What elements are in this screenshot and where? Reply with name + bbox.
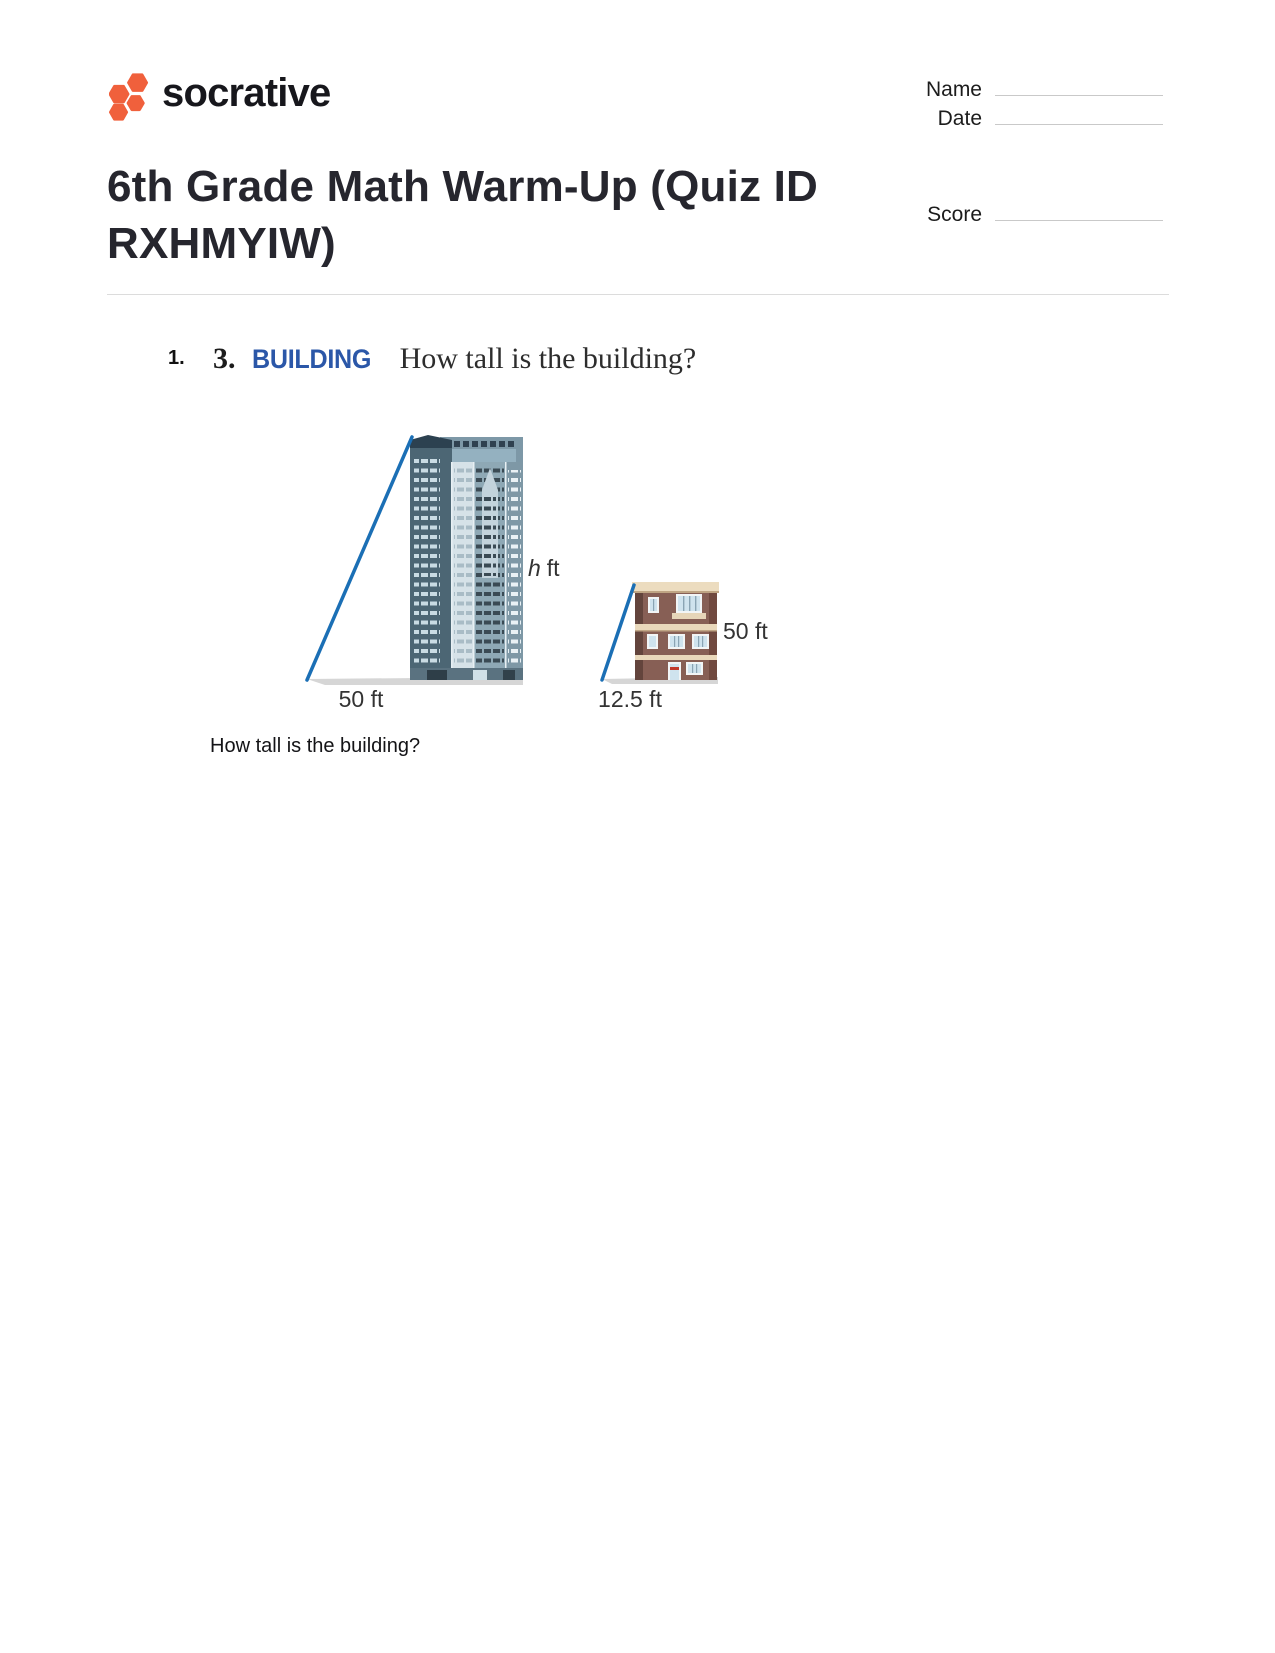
sight-line-small (602, 585, 634, 680)
buildings-shadow-diagram (277, 428, 777, 718)
hexagon-cluster-icon (109, 70, 149, 122)
question-item-number: 3. (213, 342, 236, 375)
similar-buildings-figure (277, 428, 777, 718)
date-blank-line (995, 122, 1163, 125)
building-height-label: h ft (528, 555, 560, 581)
small-building-illustration (632, 582, 719, 680)
question-line (213, 342, 696, 376)
score-field-row (875, 203, 1163, 227)
name-label: Name (925, 78, 982, 101)
date-label: Date (937, 107, 982, 130)
small-height-label: 50 ft (723, 618, 768, 644)
sight-line-tall (307, 437, 412, 680)
date-field-row (875, 107, 1163, 131)
small-shadow-label: 12.5 ft (598, 686, 662, 712)
brand-wordmark: socrative (162, 71, 331, 115)
score-label: Score (927, 203, 982, 226)
question-keyword: BUILDING (252, 344, 372, 374)
question-prompt: How tall is the building? (210, 735, 421, 757)
tall-building-illustration (410, 435, 523, 680)
tall-shadow-label: 50 ft (338, 686, 384, 712)
page-title: 6th Grade Math Warm-Up (Quiz ID RXHMYIW) (107, 162, 819, 269)
question-text: How tall is the building? (399, 342, 697, 375)
question-list-number: 1. (168, 347, 185, 369)
header-divider (107, 294, 1169, 295)
score-blank-line (995, 218, 1163, 221)
name-blank-line (995, 93, 1163, 96)
name-field-row (875, 78, 1163, 102)
socrative-logo (109, 70, 330, 122)
